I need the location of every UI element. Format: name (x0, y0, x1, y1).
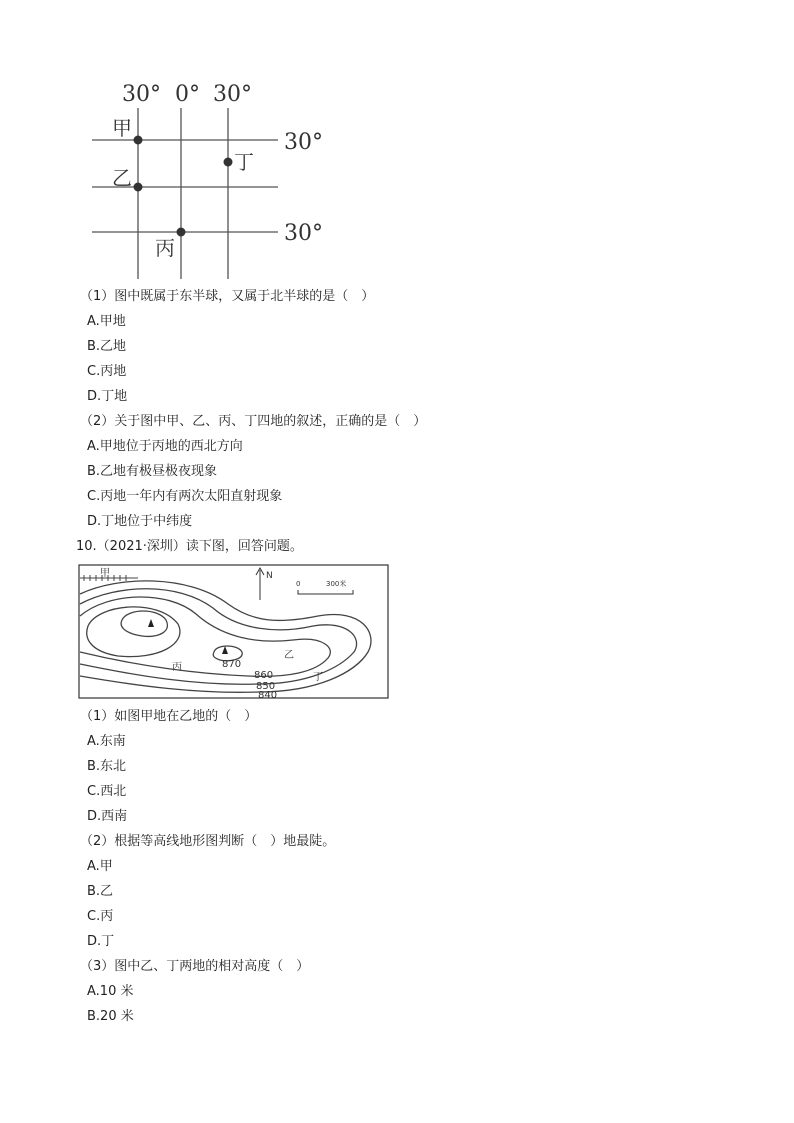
q10-sub2-option-a[interactable]: A.甲 (87, 859, 113, 874)
point-yi (134, 183, 143, 192)
q10-sub1-option-a[interactable]: A.东南 (87, 734, 126, 749)
q9-sub1-option-a[interactable]: A.甲地 (87, 314, 126, 329)
q10-heading: 10.（2021·深圳）读下图，回答问题。 (76, 539, 303, 554)
q9-sub2-option-c[interactable]: C.丙地一年内有两次太阳直射现象 (87, 489, 283, 504)
top-label-30-west: 30° (122, 82, 161, 107)
scale-value: 300米 (326, 580, 347, 588)
label-ding: 丁 (234, 150, 254, 174)
scale-zero: 0 (296, 580, 301, 588)
right-label-30-north: 30° (284, 130, 323, 155)
top-label-30-east: 30° (213, 82, 252, 107)
q9-sub2-option-b[interactable]: B.乙地有极昼极夜现象 (87, 464, 218, 479)
contour-map-figure (78, 564, 390, 700)
point-ding (224, 158, 233, 167)
top-label-0: 0° (175, 82, 200, 107)
label-bing: 丙 (155, 236, 175, 260)
q10-sub2-option-d[interactable]: D.丁 (87, 934, 115, 949)
lat-long-grid-figure (82, 74, 342, 279)
contour-label-870: 870 (222, 659, 242, 670)
q10-sub2-stem: （2）根据等高线地形图判断（ ）地最陡。 (80, 834, 336, 849)
q10-sub3-option-a[interactable]: A.10 米 (87, 984, 134, 999)
contour-label-840: 840 (258, 690, 278, 700)
q9-sub1-option-d[interactable]: D.丁地 (87, 389, 128, 404)
q9-sub2-option-d[interactable]: D.丁地位于中纬度 (87, 514, 193, 529)
q10-sub3-option-b[interactable]: B.20 米 (87, 1009, 134, 1024)
point-bing (177, 228, 186, 237)
q10-sub3-stem: （3）图中乙、丁两地的相对高度（ ） (80, 959, 310, 974)
map-label-jia: 甲 (100, 568, 110, 579)
map-label-ding: 丁 (313, 672, 323, 683)
north-label: N (266, 571, 273, 581)
q10-sub1-option-b[interactable]: B.东北 (87, 759, 127, 774)
contour-label-850: 850 (256, 681, 276, 692)
q9-sub1-option-b[interactable]: B.乙地 (87, 339, 127, 354)
q9-sub2-option-a[interactable]: A.甲地位于丙地的西北方向 (87, 439, 243, 454)
map-label-bing: 丙 (172, 662, 182, 673)
q10-sub1-option-d[interactable]: D.西南 (87, 809, 128, 824)
label-jia: 甲 (112, 116, 132, 140)
q10-sub2-option-c[interactable]: C.丙 (87, 909, 114, 924)
q9-sub1-option-c[interactable]: C.丙地 (87, 364, 127, 379)
contour-label-860: 860 (254, 670, 274, 681)
point-jia (134, 136, 143, 145)
q9-sub2-stem: （2）关于图中甲、乙、丙、丁四地的叙述，正确的是（ ） (80, 414, 427, 429)
q10-sub2-option-b[interactable]: B.乙 (87, 884, 114, 899)
q10-sub1-option-c[interactable]: C.西北 (87, 784, 127, 799)
label-yi: 乙 (112, 166, 132, 190)
q10-sub1-stem: （1）如图甲地在乙地的（ ） (80, 709, 258, 724)
q9-sub1-stem: （1）图中既属于东半球，又属于北半球的是（ ） (80, 289, 375, 304)
map-label-yi: 乙 (284, 650, 294, 661)
right-label-30-south: 30° (284, 221, 323, 246)
